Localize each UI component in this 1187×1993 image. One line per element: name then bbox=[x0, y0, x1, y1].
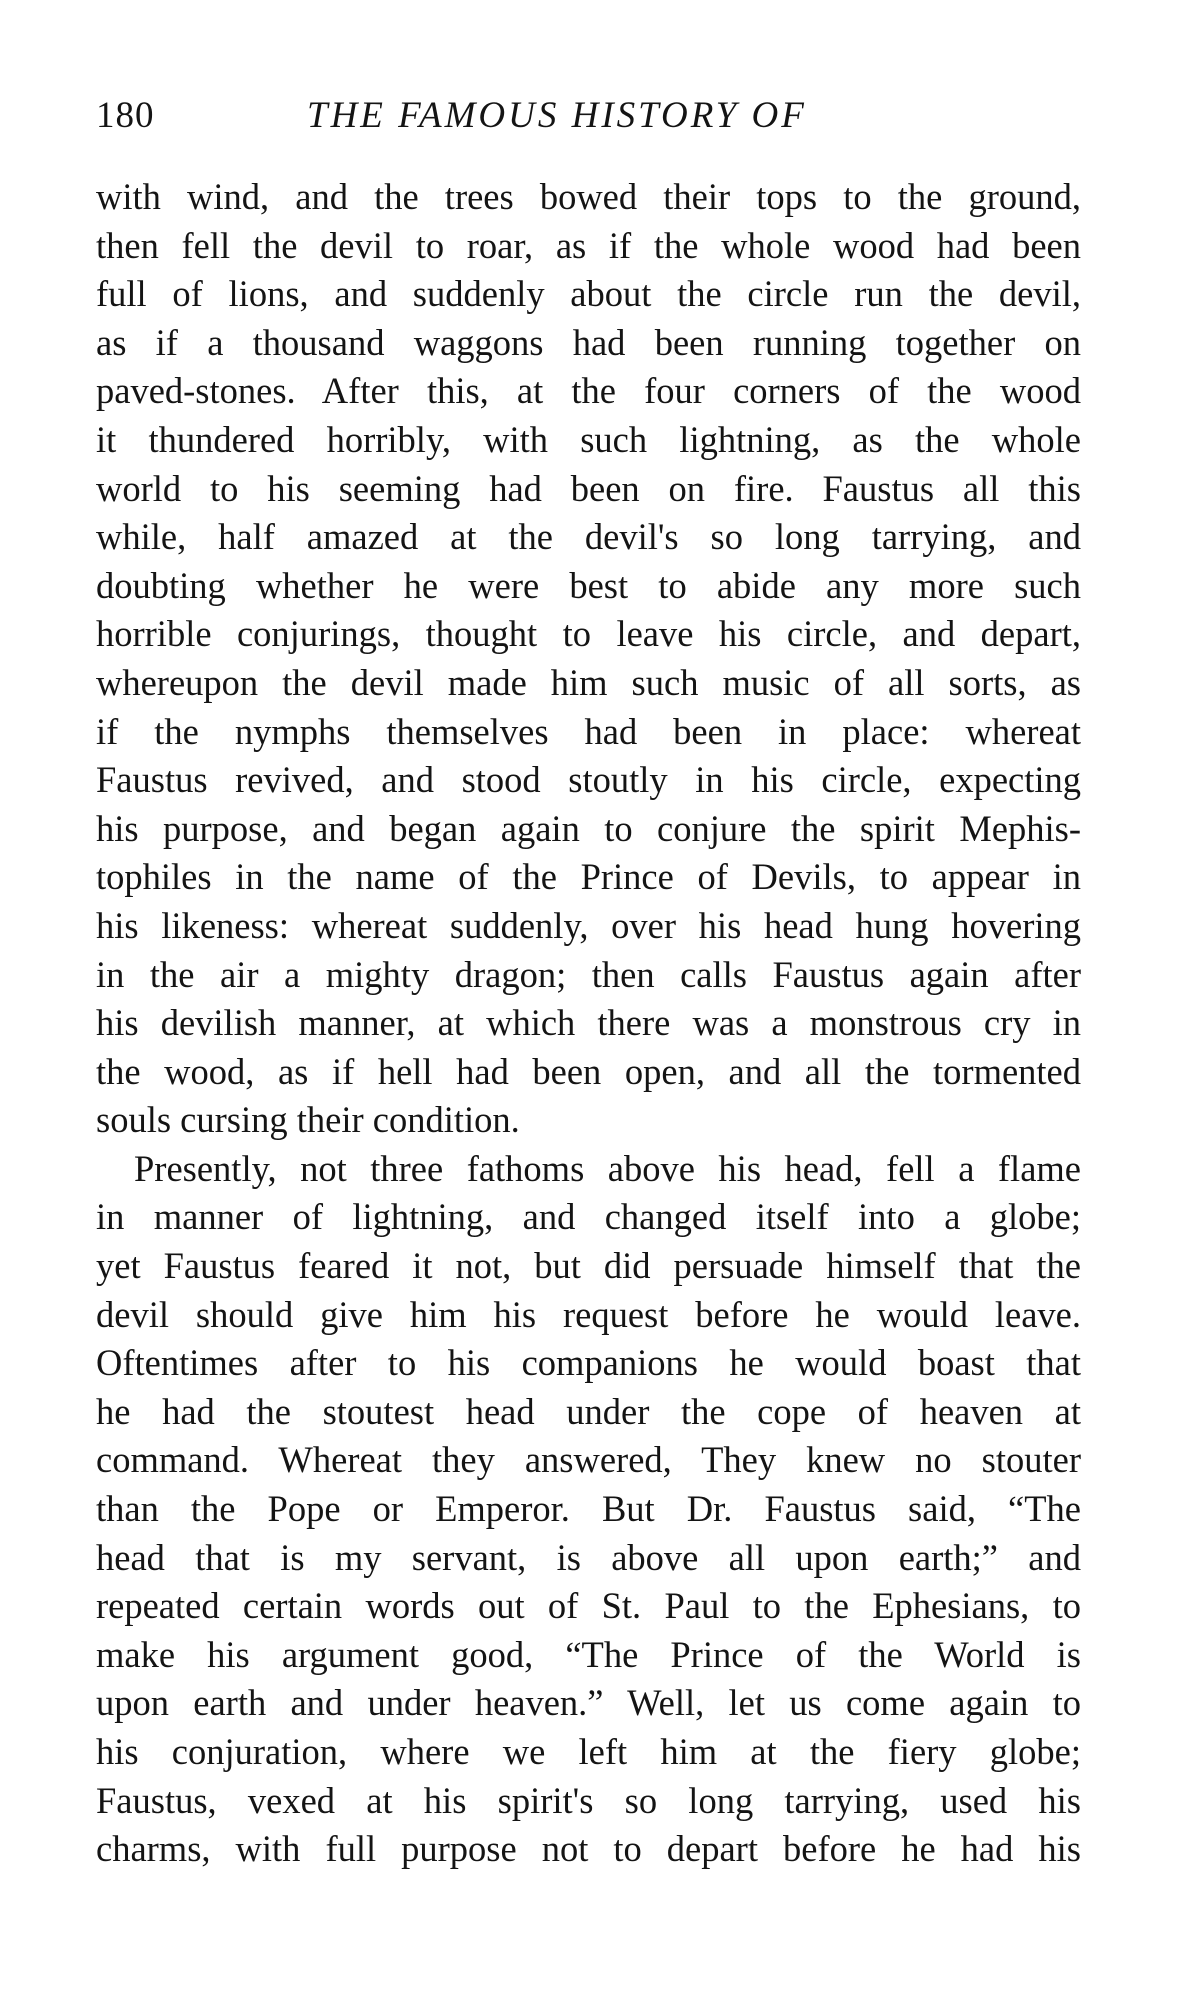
text-line: paved-stones. After this, at the four corners of the wood bbox=[96, 370, 1081, 412]
text-line: make his argument good, “The Prince of the World is bbox=[96, 1633, 1081, 1675]
paragraph-1 bbox=[96, 173, 1081, 1145]
text-line: Faustus revived, and stood stoutly in his circle, expecting bbox=[96, 759, 1081, 801]
text-line: yet Faustus feared it not, but did persuade himself that the bbox=[96, 1245, 1081, 1287]
text-line: then fell the devil to roar, as if the whole wood had been bbox=[96, 224, 1081, 266]
text-line: Oftentimes after to his companions he would boast that bbox=[96, 1342, 1081, 1384]
text-line: souls cursing their condition. bbox=[96, 1099, 520, 1141]
text-line: in manner of lightning, and changed itself into a globe; bbox=[96, 1196, 1081, 1238]
running-head bbox=[96, 94, 1081, 154]
running-title: THE FAMOUS HISTORY OF bbox=[307, 95, 807, 136]
text-line: his purpose, and began again to conjure the spirit Mephis- bbox=[96, 807, 1081, 849]
text-line: than the Pope or Emperor. But Dr. Faustus said, “The bbox=[96, 1488, 1081, 1530]
paragraph-2 bbox=[96, 1145, 1081, 1874]
text-line: command. Whereat they answered, They knew no stouter bbox=[96, 1439, 1081, 1481]
text-line: it thundered horribly, with such lightning, as the whole bbox=[96, 418, 1081, 460]
text-line: while, half amazed at the devil's so long tarrying, and bbox=[96, 516, 1081, 558]
text-line: world to his seeming had been on fire. Faustus all this bbox=[96, 467, 1081, 509]
text-line: his likeness: whereat suddenly, over his head hung hovering bbox=[96, 904, 1081, 946]
text-line: if the nymphs themselves had been in place: whereat bbox=[96, 710, 1081, 752]
text-line: whereupon the devil made him such music of all sorts, as bbox=[96, 661, 1081, 703]
text-line: Presently, not three fathoms above his head, fell a flame bbox=[134, 1147, 1081, 1189]
text-line: upon earth and under heaven.” Well, let us come again to bbox=[96, 1682, 1081, 1724]
text-line: his conjuration, where we left him at the fiery globe; bbox=[96, 1731, 1081, 1772]
text-line: in the air a mighty dragon; then calls Faustus again after bbox=[96, 953, 1081, 995]
text-line: with wind, and the trees bowed their tops to the ground, bbox=[96, 176, 1081, 217]
text-line: head that is my servant, is above all upon earth;” and bbox=[96, 1536, 1081, 1578]
text-line: Faustus, vexed at his spirit's so long tarrying, used his bbox=[96, 1779, 1081, 1821]
text-line: he had the stoutest head under the cope of heaven at bbox=[96, 1390, 1081, 1432]
text-line: the wood, as if hell had been open, and all the tormented bbox=[96, 1050, 1081, 1092]
text-line: repeated certain words out of St. Paul to the Ephesians, to bbox=[96, 1585, 1081, 1627]
page-number: 180 bbox=[96, 95, 155, 136]
body-text bbox=[96, 173, 1081, 1874]
text-line: his devilish manner, at which there was a monstrous cry in bbox=[96, 1002, 1081, 1044]
text-line: devil should give him his request before he would leave. bbox=[96, 1293, 1081, 1335]
text-line: full of lions, and suddenly about the circle run the devil, bbox=[96, 273, 1081, 315]
text-line: horrible conjurings, thought to leave his circle, and depart, bbox=[96, 613, 1081, 655]
text-line: doubting whether he were best to abide any more such bbox=[96, 564, 1081, 606]
text-line: tophiles in the name of the Prince of Devils, to appear in bbox=[96, 856, 1081, 898]
text-line: as if a thousand waggons had been running together on bbox=[96, 321, 1081, 363]
text-line: charms, with full purpose not to depart before he had his bbox=[96, 1828, 1081, 1870]
